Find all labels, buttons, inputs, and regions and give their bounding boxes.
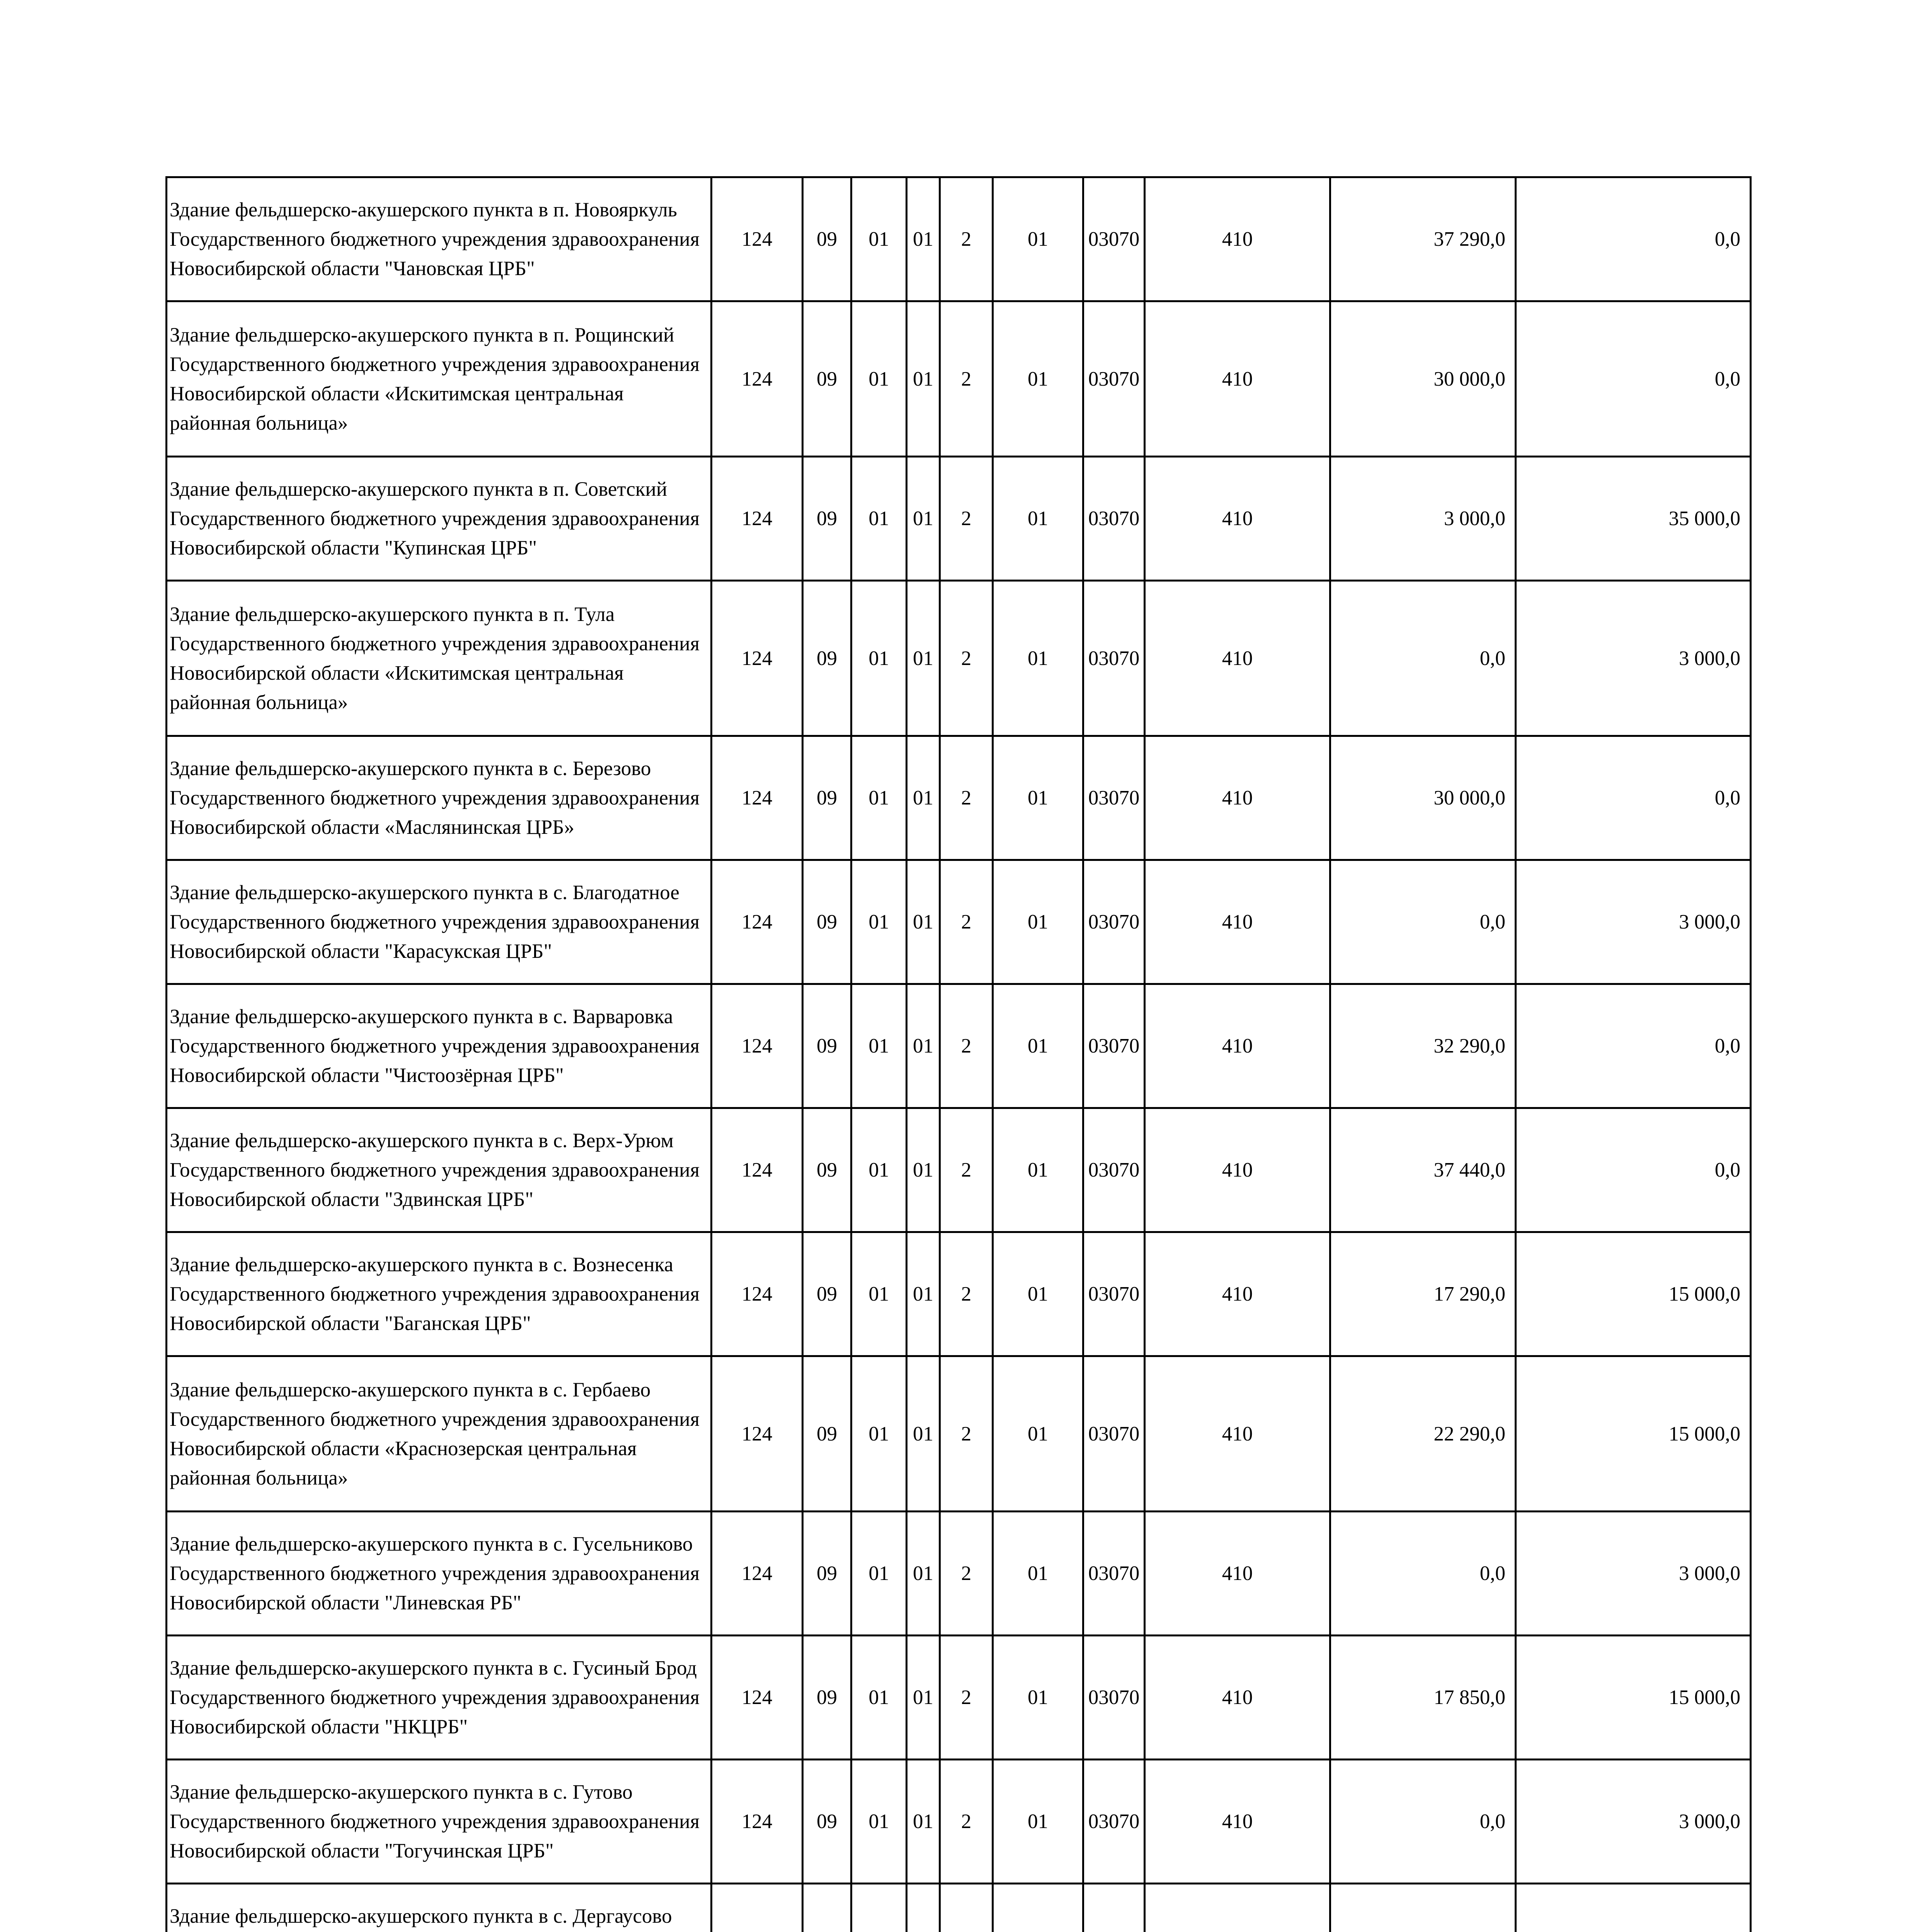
subprogram-code-cell: 2 (940, 736, 993, 860)
direction-code-cell (1083, 1884, 1145, 1932)
section-code-cell: 09 (803, 457, 851, 581)
program-code-cell: 01 (907, 1512, 940, 1636)
amount-year-1-cell: 0,0 (1330, 1760, 1516, 1884)
subprogram-code-cell: 2 (940, 984, 993, 1108)
section-code-cell: 09 (803, 301, 851, 457)
table-body (167, 177, 1751, 1932)
program-code-cell: 01 (907, 984, 940, 1108)
direction-code-cell: 03070 (1083, 736, 1145, 860)
amount-year-2-cell: 35 000,0 (1516, 457, 1751, 581)
amount-year-2-cell (1516, 1884, 1751, 1932)
table-row (167, 457, 1751, 581)
amount-year-2-cell: 15 000,0 (1516, 1636, 1751, 1760)
program-code-cell: 01 (907, 1108, 940, 1232)
section-code-cell: 09 (803, 1356, 851, 1512)
direction-code-cell: 03070 (1083, 301, 1145, 457)
amount-year-2-cell: 3 000,0 (1516, 1760, 1751, 1884)
expense-type-code-cell: 410 (1145, 177, 1330, 301)
budget-table (165, 176, 1752, 1932)
subprogram-code-cell: 2 (940, 1356, 993, 1512)
expense-type-code-cell: 410 (1145, 1232, 1330, 1356)
event-code-cell: 01 (993, 984, 1083, 1108)
section-code-cell: 09 (803, 1232, 851, 1356)
subprogram-code-cell: 2 (940, 1108, 993, 1232)
direction-code-cell: 03070 (1083, 1356, 1145, 1512)
amount-year-2-cell: 0,0 (1516, 736, 1751, 860)
program-code-cell: 01 (907, 736, 940, 860)
object-name-cell: Здание фельдшерско-акушерского пункта в п. Новояркуль Государственного бюджетного учреждения здравоохранения Новосибирской области "Чановская ЦРБ" (167, 177, 712, 301)
object-name-cell: Здание фельдшерско-акушерского пункта в п. Советский Государственного бюджетного учреждения здравоохранения Новосибирской области "Купинская ЦРБ" (167, 457, 712, 581)
subprogram-code-cell: 2 (940, 1512, 993, 1636)
table-row (167, 1232, 1751, 1356)
direction-code-cell: 03070 (1083, 457, 1145, 581)
subprogram-code-cell: 2 (940, 457, 993, 581)
subprogram-code-cell: 2 (940, 1760, 993, 1884)
event-code-cell: 01 (993, 457, 1083, 581)
ministry-code-cell: 124 (712, 1356, 803, 1512)
ministry-code-cell: 124 (712, 1636, 803, 1760)
ministry-code-cell: 124 (712, 1108, 803, 1232)
section-code-cell: 09 (803, 984, 851, 1108)
amount-year-2-cell: 3 000,0 (1516, 860, 1751, 984)
event-code-cell: 01 (993, 860, 1083, 984)
object-name-cell: Здание фельдшерско-акушерского пункта в с. Дергаусово (167, 1884, 712, 1932)
object-name-cell: Здание фельдшерско-акушерского пункта в с. Гербаево Государственного бюджетного учреждения здравоохранения Новосибирской области «Краснозерская центральная районная больница» (167, 1356, 712, 1512)
object-name-cell: Здание фельдшерско-акушерского пункта в с. Гусельниково Государственного бюджетного учреждения здравоохранения Новосибирской области "Линевская РБ" (167, 1512, 712, 1636)
ministry-code-cell: 124 (712, 1512, 803, 1636)
expense-type-code-cell: 410 (1145, 1108, 1330, 1232)
event-code-cell: 01 (993, 1636, 1083, 1760)
expense-type-code-cell: 410 (1145, 1760, 1330, 1884)
subsection-code-cell: 01 (851, 1636, 907, 1760)
amount-year-1-cell: 17 290,0 (1330, 1232, 1516, 1356)
expense-type-code-cell (1145, 1884, 1330, 1932)
table-row (167, 1884, 1751, 1932)
program-code-cell: 01 (907, 581, 940, 736)
event-code-cell: 01 (993, 301, 1083, 457)
direction-code-cell: 03070 (1083, 1232, 1145, 1356)
subsection-code-cell (851, 1884, 907, 1932)
amount-year-2-cell: 3 000,0 (1516, 581, 1751, 736)
amount-year-2-cell: 15 000,0 (1516, 1356, 1751, 1512)
amount-year-2-cell: 3 000,0 (1516, 1512, 1751, 1636)
subprogram-code-cell: 2 (940, 581, 993, 736)
subsection-code-cell: 01 (851, 1232, 907, 1356)
event-code-cell: 01 (993, 1356, 1083, 1512)
section-code-cell: 09 (803, 581, 851, 736)
object-name-cell: Здание фельдшерско-акушерского пункта в с. Варваровка Государственного бюджетного учреждения здравоохранения Новосибирской области "Чистоозёрная ЦРБ" (167, 984, 712, 1108)
expense-type-code-cell: 410 (1145, 581, 1330, 736)
direction-code-cell: 03070 (1083, 860, 1145, 984)
section-code-cell: 09 (803, 1636, 851, 1760)
program-code-cell: 01 (907, 1636, 940, 1760)
subprogram-code-cell (940, 1884, 993, 1932)
table-row (167, 1108, 1751, 1232)
amount-year-1-cell: 37 440,0 (1330, 1108, 1516, 1232)
direction-code-cell: 03070 (1083, 177, 1145, 301)
table-row (167, 736, 1751, 860)
table-row (167, 581, 1751, 736)
event-code-cell: 01 (993, 1512, 1083, 1636)
subsection-code-cell: 01 (851, 177, 907, 301)
table-row (167, 177, 1751, 301)
subsection-code-cell: 01 (851, 581, 907, 736)
section-code-cell: 09 (803, 177, 851, 301)
section-code-cell: 09 (803, 736, 851, 860)
table-row (167, 1356, 1751, 1512)
expense-type-code-cell: 410 (1145, 736, 1330, 860)
amount-year-1-cell: 30 000,0 (1330, 736, 1516, 860)
ministry-code-cell (712, 1884, 803, 1932)
subsection-code-cell: 01 (851, 457, 907, 581)
section-code-cell: 09 (803, 1760, 851, 1884)
subsection-code-cell: 01 (851, 736, 907, 860)
object-name-cell: Здание фельдшерско-акушерского пункта в с. Верх-Урюм Государственного бюджетного учреждения здравоохранения Новосибирской области "Здвинская ЦРБ" (167, 1108, 712, 1232)
amount-year-2-cell: 0,0 (1516, 301, 1751, 457)
amount-year-1-cell: 37 290,0 (1330, 177, 1516, 301)
amount-year-1-cell: 3 000,0 (1330, 457, 1516, 581)
program-code-cell: 01 (907, 301, 940, 457)
direction-code-cell: 03070 (1083, 1636, 1145, 1760)
ministry-code-cell: 124 (712, 301, 803, 457)
object-name-cell: Здание фельдшерско-акушерского пункта в с. Благодатное Государственного бюджетного учреждения здравоохранения Новосибирской области "Карасукская ЦРБ" (167, 860, 712, 984)
ministry-code-cell: 124 (712, 1760, 803, 1884)
table-row (167, 301, 1751, 457)
ministry-code-cell: 124 (712, 457, 803, 581)
amount-year-1-cell: 30 000,0 (1330, 301, 1516, 457)
section-code-cell: 09 (803, 1512, 851, 1636)
subsection-code-cell: 01 (851, 1356, 907, 1512)
expense-type-code-cell: 410 (1145, 1636, 1330, 1760)
amount-year-1-cell: 0,0 (1330, 860, 1516, 984)
expense-type-code-cell: 410 (1145, 457, 1330, 581)
ministry-code-cell: 124 (712, 177, 803, 301)
program-code-cell: 01 (907, 457, 940, 581)
object-name-cell: Здание фельдшерско-акушерского пункта в п. Рощинский Государственного бюджетного учреждения здравоохранения Новосибирской области «Искитимская центральная районная больница» (167, 301, 712, 457)
direction-code-cell: 03070 (1083, 984, 1145, 1108)
ministry-code-cell: 124 (712, 984, 803, 1108)
subsection-code-cell: 01 (851, 984, 907, 1108)
table-row (167, 860, 1751, 984)
section-code-cell: 09 (803, 1108, 851, 1232)
subsection-code-cell: 01 (851, 860, 907, 984)
subprogram-code-cell: 2 (940, 1636, 993, 1760)
table-row (167, 1760, 1751, 1884)
program-code-cell (907, 1884, 940, 1932)
event-code-cell: 01 (993, 736, 1083, 860)
subprogram-code-cell: 2 (940, 177, 993, 301)
object-name-cell: Здание фельдшерско-акушерского пункта в с. Гусиный Брод Государственного бюджетного учреждения здравоохранения Новосибирской области "НКЦРБ" (167, 1636, 712, 1760)
subprogram-code-cell: 2 (940, 860, 993, 984)
ministry-code-cell: 124 (712, 1232, 803, 1356)
ministry-code-cell: 124 (712, 736, 803, 860)
amount-year-1-cell: 32 290,0 (1330, 984, 1516, 1108)
program-code-cell: 01 (907, 1760, 940, 1884)
object-name-cell: Здание фельдшерско-акушерского пункта в п. Тула Государственного бюджетного учреждения здравоохранения Новосибирской области «Искитимская центральная районная больница» (167, 581, 712, 736)
subsection-code-cell: 01 (851, 1512, 907, 1636)
amount-year-1-cell: 22 290,0 (1330, 1356, 1516, 1512)
object-name-cell: Здание фельдшерско-акушерского пункта в с. Березово Государственного бюджетного учреждения здравоохранения Новосибирской области «Маслянинская ЦРБ» (167, 736, 712, 860)
amount-year-1-cell: 0,0 (1330, 581, 1516, 736)
event-code-cell: 01 (993, 1760, 1083, 1884)
expense-type-code-cell: 410 (1145, 984, 1330, 1108)
section-code-cell: 09 (803, 860, 851, 984)
object-name-cell: Здание фельдшерско-акушерского пункта в с. Вознесенка Государственного бюджетного учреждения здравоохранения Новосибирской области "Баганская ЦРБ" (167, 1232, 712, 1356)
amount-year-1-cell: 0,0 (1330, 1512, 1516, 1636)
section-code-cell (803, 1884, 851, 1932)
amount-year-2-cell: 0,0 (1516, 984, 1751, 1108)
event-code-cell: 01 (993, 581, 1083, 736)
amount-year-2-cell: 15 000,0 (1516, 1232, 1751, 1356)
subprogram-code-cell: 2 (940, 301, 993, 457)
direction-code-cell: 03070 (1083, 1512, 1145, 1636)
amount-year-2-cell: 0,0 (1516, 177, 1751, 301)
program-code-cell: 01 (907, 177, 940, 301)
expense-type-code-cell: 410 (1145, 860, 1330, 984)
subsection-code-cell: 01 (851, 1108, 907, 1232)
table-row (167, 984, 1751, 1108)
subsection-code-cell: 01 (851, 1760, 907, 1884)
subprogram-code-cell: 2 (940, 1232, 993, 1356)
program-code-cell: 01 (907, 1356, 940, 1512)
program-code-cell: 01 (907, 1232, 940, 1356)
event-code-cell: 01 (993, 177, 1083, 301)
event-code-cell: 01 (993, 1108, 1083, 1232)
expense-type-code-cell: 410 (1145, 1356, 1330, 1512)
direction-code-cell: 03070 (1083, 581, 1145, 736)
direction-code-cell: 03070 (1083, 1108, 1145, 1232)
subsection-code-cell: 01 (851, 301, 907, 457)
event-code-cell (993, 1884, 1083, 1932)
ministry-code-cell: 124 (712, 860, 803, 984)
expense-type-code-cell: 410 (1145, 301, 1330, 457)
direction-code-cell: 03070 (1083, 1760, 1145, 1884)
program-code-cell: 01 (907, 860, 940, 984)
event-code-cell: 01 (993, 1232, 1083, 1356)
amount-year-1-cell: 17 850,0 (1330, 1636, 1516, 1760)
expense-type-code-cell: 410 (1145, 1512, 1330, 1636)
table-row (167, 1512, 1751, 1636)
table-row (167, 1636, 1751, 1760)
ministry-code-cell: 124 (712, 581, 803, 736)
amount-year-2-cell: 0,0 (1516, 1108, 1751, 1232)
object-name-cell: Здание фельдшерско-акушерского пункта в с. Гутово Государственного бюджетного учреждения здравоохранения Новосибирской области "Тогучинская ЦРБ" (167, 1760, 712, 1884)
amount-year-1-cell (1330, 1884, 1516, 1932)
